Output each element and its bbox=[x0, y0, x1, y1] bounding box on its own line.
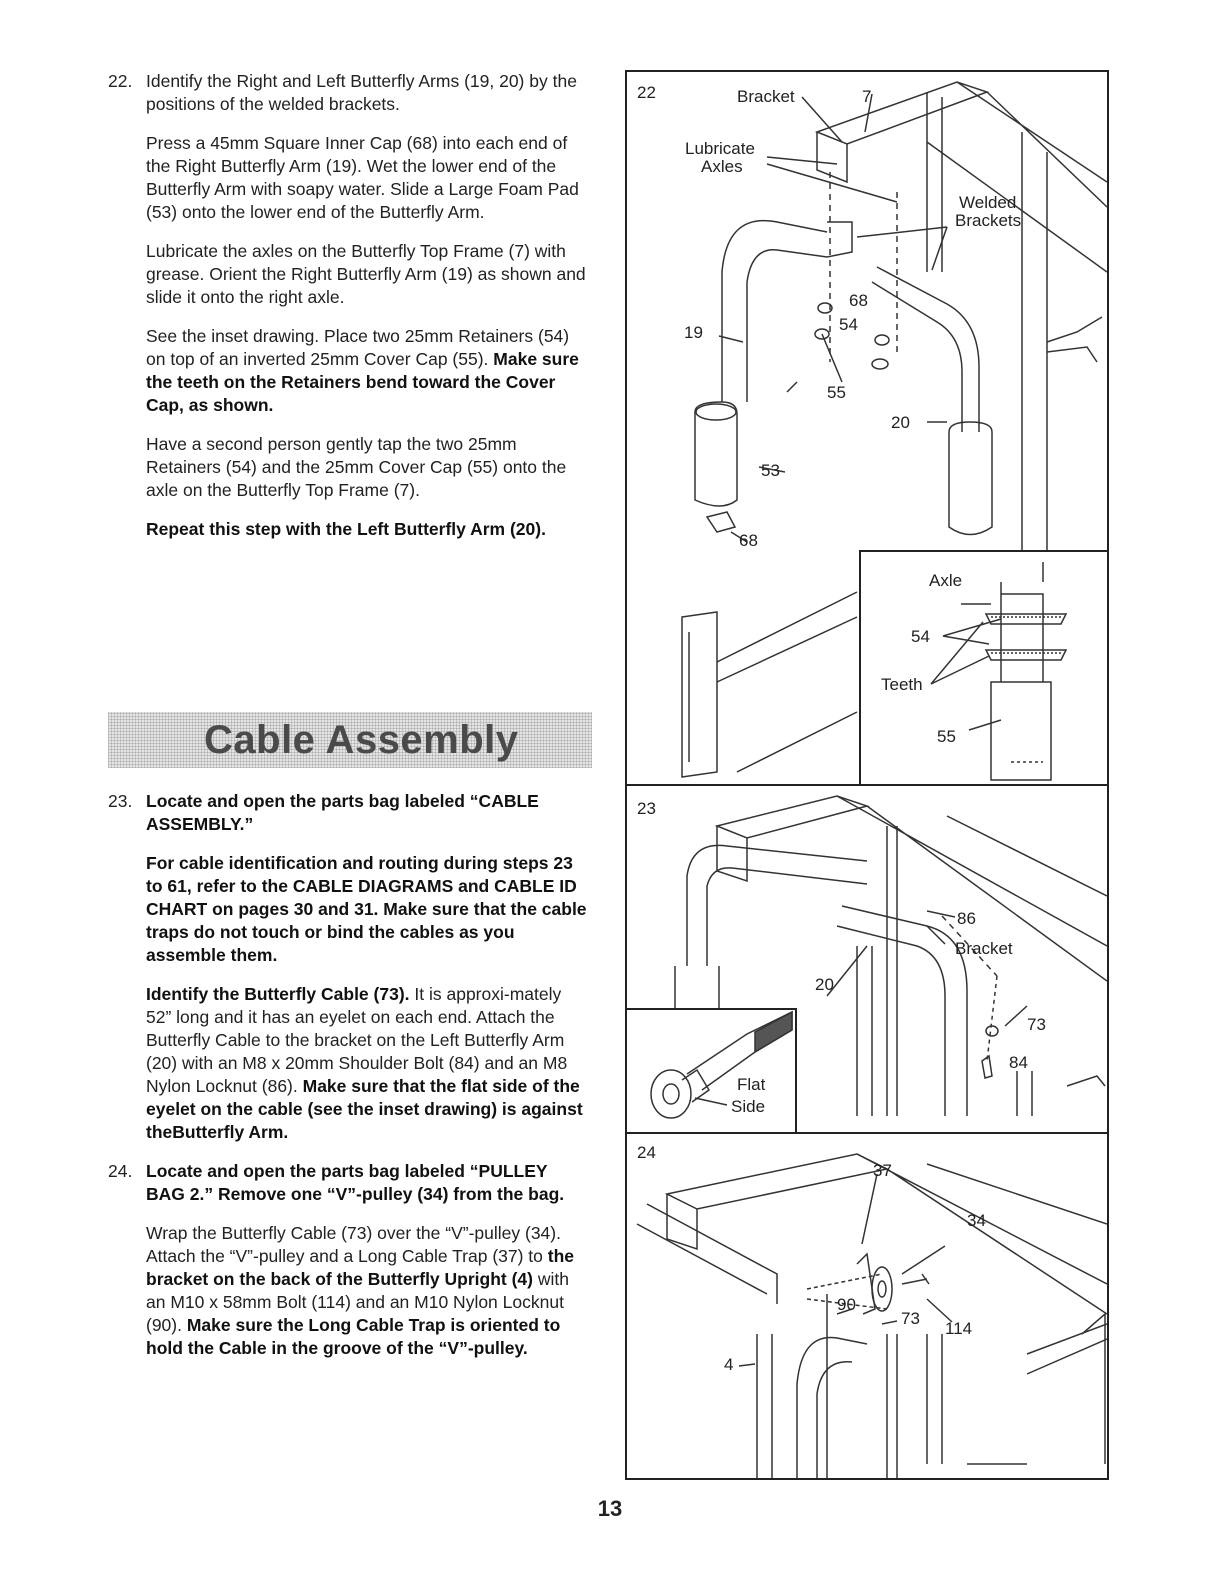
callout-label: 54 bbox=[839, 315, 858, 334]
step-paragraph bbox=[146, 852, 588, 967]
figure-24-drawing bbox=[627, 1134, 1107, 1478]
step-paragraph bbox=[146, 790, 588, 836]
figure-number: 23 bbox=[637, 799, 656, 818]
callout-label: 55 bbox=[937, 727, 956, 746]
step-paragraph: Have a second person gently tap the two 25mm Retainers (54) and the 25mm Cover Cap (55) onto the axle on the Butterfly Top Frame (7). bbox=[146, 434, 567, 500]
callout-label: 68 bbox=[739, 531, 758, 550]
figure-22-inset bbox=[859, 550, 1109, 788]
callout-label: 84 bbox=[1009, 1053, 1028, 1072]
callout-label: 20 bbox=[815, 975, 834, 994]
step-warning: Repeat this step with the Left Butterfly Arm (20). bbox=[146, 519, 546, 539]
callout-label: 90 bbox=[837, 1295, 856, 1314]
callout-label: 54 bbox=[911, 627, 930, 646]
section-title: Cable Assembly bbox=[204, 718, 519, 762]
callout-label: 53 bbox=[761, 461, 780, 480]
step-warning: Locate and open the parts bag labeled “CABLE ASSEMBLY.” bbox=[146, 791, 539, 834]
step-23 bbox=[108, 790, 588, 1144]
figure-23-inset bbox=[625, 1008, 797, 1136]
figure-22 bbox=[625, 70, 1109, 788]
step-number: 22. bbox=[108, 71, 133, 91]
callout-label: Lubricate bbox=[685, 139, 755, 158]
callout-label: 86 bbox=[957, 909, 976, 928]
instructions-column-lower bbox=[108, 790, 588, 1376]
figure-number: 22 bbox=[637, 83, 656, 102]
step-warning: Make sure the teeth on the Retainers bend toward the Cover Cap, as shown. bbox=[146, 349, 579, 415]
step-warning: For cable identification and routing during steps 23 to 61, refer to the CABLE DIAGRAMS and CABLE ID CHART on pages 30 and 31. Make sure that the cable traps do not touch or bind the cables as you assemble them. bbox=[146, 853, 587, 965]
step-paragraph bbox=[146, 1160, 588, 1206]
callout-label: Brackets bbox=[955, 211, 1022, 230]
step-number: 24. bbox=[108, 1161, 133, 1181]
step-paragraph: Lubricate the axles on the Butterfly Top Frame (7) with grease. Orient the Right Butterfly Arm (19) as shown and slide it onto the right axle. bbox=[146, 241, 586, 307]
section-banner bbox=[108, 712, 592, 768]
step-number: 23. bbox=[108, 791, 133, 811]
callout-label: Bracket bbox=[955, 939, 1013, 958]
callout-label: 73 bbox=[901, 1309, 920, 1328]
callout-label: Teeth bbox=[881, 675, 923, 694]
callout-label: Welded bbox=[959, 193, 1017, 212]
step-warning: Make sure that the flat side of the eyelet on the cable (see the inset drawing) is against theButterfly Arm. bbox=[146, 1076, 583, 1142]
callout-label: Side bbox=[731, 1097, 766, 1116]
callout-label: 68 bbox=[849, 291, 868, 310]
step-paragraph bbox=[146, 325, 588, 417]
callout-label: Bracket bbox=[737, 87, 795, 106]
step-paragraph: Press a 45mm Square Inner Cap (68) into each end of the Right Butterfly Arm (19). Wet the lower end of the Butterfly Arm with soapy water. Slide a Large Foam Pad (53) onto the lower end of the Butterfly Arm. bbox=[146, 133, 579, 222]
step-warning: Make sure the Long Cable Trap is oriented to hold the Cable in the groove of the “V”-pulley. bbox=[146, 1315, 561, 1358]
callout-label: 114 bbox=[945, 1319, 973, 1338]
callout-label: Flat bbox=[737, 1075, 766, 1094]
instructions-column bbox=[108, 70, 588, 557]
step-text: It is approxi-mately 52” long and it has an eyelet on each end. Attach the Butterfly Cable to the bracket on the Left Butterfly Arm (20) with an M8 x 20mm Shoulder Bolt (84) and an M8 Nylon Locknut (86). bbox=[146, 984, 568, 1096]
step-paragraph bbox=[146, 1222, 588, 1360]
figure-23 bbox=[625, 784, 1109, 1136]
figure-number: 24 bbox=[637, 1143, 656, 1162]
callout-label: 34 bbox=[967, 1211, 986, 1230]
callout-label: 20 bbox=[891, 413, 910, 432]
step-24 bbox=[108, 1160, 588, 1360]
step-warning: the bracket on the back of the Butterfly Upright (4) bbox=[146, 1246, 575, 1289]
callout-label: 4 bbox=[724, 1355, 734, 1374]
step-paragraph bbox=[146, 518, 588, 541]
step-paragraph bbox=[146, 983, 588, 1144]
step-warning: Identify the Butterfly Cable (73). bbox=[146, 984, 410, 1004]
callout-label: 73 bbox=[1027, 1015, 1046, 1034]
callout-label: 55 bbox=[827, 383, 846, 402]
step-text: Wrap the Butterfly Cable (73) over the “V”-pulley (34). Attach the “V”-pulley and a Long Cable Trap (37) to bbox=[146, 1223, 561, 1266]
callout-label: 7 bbox=[862, 87, 872, 106]
step-text: with an M10 x 58mm Bolt (114) and an M10 Nylon Locknut (90). bbox=[146, 1269, 569, 1335]
inset-drawing bbox=[861, 552, 1109, 788]
callout-label: Axles bbox=[701, 157, 743, 176]
callout-label: 19 bbox=[684, 323, 703, 342]
callout-label: 37 bbox=[873, 1161, 892, 1180]
step-text: See the inset drawing. Place two 25mm Retainers (54) on top of an inverted 25mm Cover Cap (55). bbox=[146, 326, 570, 369]
step-paragraph: Identify the Right and Left Butterfly Arms (19, 20) by the positions of the welded brackets. bbox=[146, 71, 577, 114]
figure-24 bbox=[625, 1132, 1109, 1480]
step-22 bbox=[108, 70, 588, 541]
page-number: 13 bbox=[597, 1496, 623, 1521]
step-warning: Locate and open the parts bag labeled “PULLEY BAG 2.” Remove one “V”-pulley (34) from the bag. bbox=[146, 1161, 565, 1204]
inset-drawing bbox=[627, 1010, 795, 1136]
callout-label: Axle bbox=[929, 571, 963, 590]
